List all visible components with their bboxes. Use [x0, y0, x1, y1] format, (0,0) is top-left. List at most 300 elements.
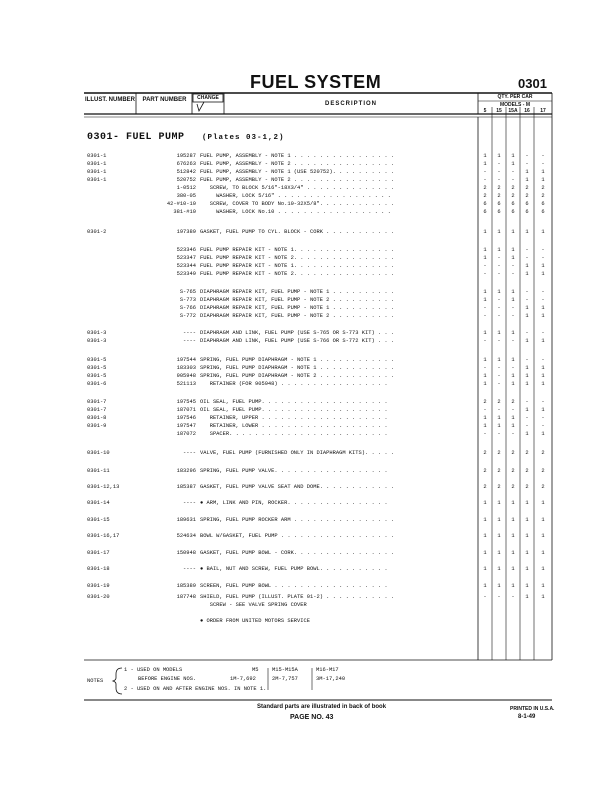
qty-cell: - — [541, 399, 545, 405]
part-number: S-765 — [179, 289, 196, 295]
part-number: 187071 — [176, 407, 196, 413]
qty-cell: - — [483, 365, 487, 371]
qty-cell: 1 — [497, 583, 501, 589]
qty-cell: 2 — [483, 468, 487, 474]
qty-cell: 2 — [541, 450, 545, 456]
qty-cell: 1 — [525, 566, 529, 572]
part-number: 42-#10-10 — [166, 201, 196, 207]
qty-cell: - — [541, 255, 545, 261]
illust-number: 0301-16,17 — [87, 533, 120, 539]
part-description: WASHER, LOCK No.10 . . . . . . . . . . . . . . . . . . — [200, 209, 391, 215]
table-row — [0, 152, 612, 160]
part-number: 676263 — [176, 161, 196, 167]
illust-number: 0301-10 — [87, 450, 110, 456]
qty-cell: - — [511, 271, 515, 277]
qty-cell: 2 — [541, 484, 545, 490]
qty-cell: - — [497, 297, 501, 303]
qty-cell: - — [497, 271, 501, 277]
qty-cell: 2 — [511, 484, 515, 490]
qty-cell: 1 — [541, 500, 545, 506]
note-m16-nos: 3M-17,240 — [316, 676, 346, 682]
part-number: 524634 — [176, 533, 196, 539]
illust-number: 0301-5 — [87, 357, 107, 363]
qty-cell: 1 — [483, 153, 487, 159]
qty-cell: 2 — [497, 399, 501, 405]
qty-cell: 6 — [483, 201, 487, 207]
qty-cell: 1 — [511, 566, 515, 572]
qty-cell: 2 — [511, 185, 515, 191]
qty-cell: - — [497, 381, 501, 387]
qty-cell: - — [497, 365, 501, 371]
qty-cell: 2 — [483, 399, 487, 405]
qty-cell: - — [497, 313, 501, 319]
table-row — [0, 288, 612, 296]
qty-cell: 2 — [525, 185, 529, 191]
table-row — [0, 617, 612, 625]
table-row — [0, 549, 612, 557]
part-number: 197545 — [176, 399, 196, 405]
qty-cell: 1 — [483, 229, 487, 235]
qty-cell: 1 — [541, 381, 545, 387]
qty-cell: - — [541, 297, 545, 303]
col-header-part: PART NUMBER — [142, 97, 187, 103]
part-description: WASHER, LOCK 5/16" . . . . . . . . . . . . . . . . . . — [200, 193, 391, 199]
part-number: 523347 — [176, 255, 196, 261]
note-m5-nos: 1M-7,692 — [230, 676, 256, 682]
illust-number: 0301-1 — [87, 169, 107, 175]
part-number: ---- — [183, 338, 196, 344]
table-row — [0, 304, 612, 312]
part-description: SCREW, COVER TO BODY No.10-32X5/8". . . . . . . . . . . . — [200, 201, 395, 207]
qty-cell: 6 — [541, 201, 545, 207]
part-description: DIAPHRAGM REPAIR KIT, FUEL PUMP - NOTE 1 . . . . . . . . . . — [200, 289, 395, 295]
table-row — [0, 499, 612, 507]
qty-cell: 2 — [525, 450, 529, 456]
qty-cell: - — [497, 169, 501, 175]
part-description: FUEL PUMP, ASSEMBLY - NOTE 2 . . . . . . . . . . . . . . . . — [200, 177, 395, 183]
col-header-description: DESCRIPTION — [324, 101, 377, 107]
qty-cell: 1 — [525, 594, 529, 600]
part-number: 187072 — [176, 431, 196, 437]
qty-cell: - — [525, 153, 529, 159]
qty-cell: 1 — [483, 550, 487, 556]
qty-cell: 1 — [511, 415, 515, 421]
table-row — [0, 208, 612, 216]
note-m15: M15-M15A — [272, 667, 298, 673]
qty-cell: 1 — [511, 330, 515, 336]
part-description: ● BAIL, NUT AND SCREW, FUEL PUMP BOWL. . . . . . . . . . . — [200, 566, 388, 572]
illust-number: 0301-3 — [87, 338, 107, 344]
qty-cell: 1 — [525, 517, 529, 523]
qty-cell: 1 — [497, 330, 501, 336]
note-1: 1 - USED ON MODELS — [124, 667, 183, 673]
model-col-17: 17 — [540, 108, 546, 114]
table-row — [0, 565, 612, 573]
qty-cell: 2 — [483, 185, 487, 191]
section-heading: 0301- FUEL PUMP — [87, 132, 185, 143]
qty-cell: - — [541, 415, 545, 421]
qty-cell: 6 — [497, 209, 501, 215]
part-number: 185387 — [176, 484, 196, 490]
table-row — [0, 356, 612, 364]
table-row — [0, 532, 612, 540]
qty-cell: - — [483, 271, 487, 277]
illust-number: 0301-17 — [87, 550, 110, 556]
qty-cell: 1 — [541, 169, 545, 175]
qty-cell: - — [525, 357, 529, 363]
part-description: FUEL PUMP REPAIR KIT - NOTE 2. . . . . . . . . . . . . . . . — [200, 271, 395, 277]
qty-cell: - — [497, 305, 501, 311]
printed-in: PRINTED IN U.S.A. — [510, 706, 555, 712]
illust-number: 0301-11 — [87, 468, 110, 474]
qty-cell: - — [497, 407, 501, 413]
part-number: 197544 — [176, 357, 196, 363]
illust-number: 0301-18 — [87, 566, 110, 572]
qty-cell: - — [525, 330, 529, 336]
qty-cell: 1 — [541, 313, 545, 319]
model-col-15: 15 — [496, 108, 502, 114]
qty-cell: 1 — [525, 533, 529, 539]
qty-cell: - — [525, 255, 529, 261]
qty-cell: 1 — [497, 517, 501, 523]
qty-cell: 1 — [497, 566, 501, 572]
qty-cell: 1 — [511, 533, 515, 539]
part-description: SCREEN, FUEL PUMP BOWL . . . . . . . . . . . . . . . . . . — [200, 583, 388, 589]
part-number: 197547 — [176, 423, 196, 429]
part-number: ---- — [183, 500, 196, 506]
model-col-16: 16 — [524, 108, 530, 114]
qty-cell: 1 — [541, 338, 545, 344]
qty-cell: 1 — [541, 407, 545, 413]
qty-cell: 1 — [541, 305, 545, 311]
qty-cell: 1 — [525, 373, 529, 379]
note-m15-nos: 2M-7,757 — [272, 676, 298, 682]
qty-cell: 2 — [541, 185, 545, 191]
qty-cell: 1 — [541, 533, 545, 539]
qty-cell: 1 — [541, 271, 545, 277]
qty-cell: 1 — [483, 381, 487, 387]
qty-cell: 6 — [525, 209, 529, 215]
qty-cell: 1 — [511, 550, 515, 556]
qty-cell: 1 — [497, 415, 501, 421]
part-number: 183296 — [176, 468, 196, 474]
qty-cell: 1 — [511, 357, 515, 363]
qty-cell: 2 — [483, 484, 487, 490]
part-description: SPRING, FUEL PUMP DIAPHRAGM - NOTE 1 . . . . . . . . . . . . — [200, 365, 395, 371]
qty-cell: 1 — [511, 255, 515, 261]
table-row — [0, 593, 612, 601]
part-number: 185389 — [176, 583, 196, 589]
qty-cell: 1 — [525, 305, 529, 311]
part-number: S-773 — [179, 297, 196, 303]
table-row — [0, 262, 612, 270]
qty-cell: 2 — [511, 193, 515, 199]
part-description: BOWL W/GASKET, FUEL PUMP . . . . . . . . . . . . . . . . . . — [200, 533, 395, 539]
note-1-engine: BEFORE ENGINE NOS. — [138, 676, 197, 682]
table-row — [0, 184, 612, 192]
qty-cell: 2 — [541, 468, 545, 474]
qty-cell: - — [541, 153, 545, 159]
qty-cell: 1 — [511, 161, 515, 167]
qty-cell: 1 — [525, 177, 529, 183]
qty-cell: 1 — [511, 229, 515, 235]
qty-cell: 2 — [497, 450, 501, 456]
part-number: 521113 — [176, 381, 196, 387]
qty-cell: 2 — [525, 468, 529, 474]
table-row — [0, 406, 612, 414]
qty-cell: 1 — [525, 583, 529, 589]
table-row — [0, 200, 612, 208]
table-row — [0, 254, 612, 262]
part-description: FUEL PUMP, ASSEMBLY - NOTE 2 . . . . . . . . . . . . . . . . — [200, 161, 395, 167]
qty-cell: 1 — [511, 153, 515, 159]
table-row — [0, 483, 612, 491]
part-description: SPRING, FUEL PUMP DIAPHRAGM - NOTE 2 . . . . . . . . . . . . — [200, 373, 395, 379]
qty-cell: - — [541, 161, 545, 167]
qty-cell: 6 — [525, 201, 529, 207]
part-number: 197389 — [176, 229, 196, 235]
illust-number: 0301-1 — [87, 177, 107, 183]
illust-number: 0301-6 — [87, 381, 107, 387]
qty-cell: - — [483, 431, 487, 437]
table-row — [0, 582, 612, 590]
illust-number: 0301-3 — [87, 330, 107, 336]
qty-cell: 1 — [511, 423, 515, 429]
illust-number: 0301-1 — [87, 161, 107, 167]
qty-cell: - — [541, 247, 545, 253]
part-number: 187748 — [176, 594, 196, 600]
qty-cell: - — [541, 423, 545, 429]
part-number: 523346 — [176, 247, 196, 253]
qty-cell: 1 — [525, 169, 529, 175]
qty-cell: 1 — [483, 161, 487, 167]
part-description: GASKET, FUEL PUMP TO CYL. BLOCK - CORK . . . . . . . . . . . — [200, 229, 395, 235]
qty-cell: 1 — [483, 357, 487, 363]
table-row — [0, 329, 612, 337]
part-number: 380-05 — [176, 193, 196, 199]
part-description: DIAPHRAGM AND LINK, FUEL PUMP (USE S-766 OR S-772 KIT) . . . — [200, 338, 395, 344]
qty-cell: 2 — [497, 193, 501, 199]
qty-cell: 1 — [541, 229, 545, 235]
table-row — [0, 296, 612, 304]
qty-cell: 2 — [483, 193, 487, 199]
qty-cell: 1 — [483, 330, 487, 336]
qty-cell: 1 — [511, 517, 515, 523]
qty-cell: - — [511, 313, 515, 319]
qty-cell: 1 — [483, 247, 487, 253]
qty-cell: 1 — [525, 229, 529, 235]
qty-cell: 2 — [525, 193, 529, 199]
table-row — [0, 228, 612, 236]
part-description: FUEL PUMP, ASSEMBLY - NOTE 1 . . . . . . . . . . . . . . . . — [200, 153, 395, 159]
part-number: S-766 — [179, 305, 196, 311]
part-number: 1-0512 — [176, 185, 196, 191]
illust-number: 0301-7 — [87, 407, 107, 413]
qty-cell: - — [497, 177, 501, 183]
print-date: 8-1-49 — [518, 714, 536, 720]
qty-cell: - — [511, 338, 515, 344]
part-number: 195287 — [176, 153, 196, 159]
illust-number: 0301-5 — [87, 365, 107, 371]
qty-cell: 1 — [483, 255, 487, 261]
illust-number: 0301-8 — [87, 415, 107, 421]
qty-cell: 2 — [525, 484, 529, 490]
qty-cell: 1 — [483, 533, 487, 539]
part-description: GASKET, FUEL PUMP VALVE SEAT AND DOME. . . . . . . . . . . . — [200, 484, 395, 490]
qty-cell: 1 — [483, 583, 487, 589]
qty-cell: - — [511, 263, 515, 269]
model-col-5: 5 — [483, 108, 487, 114]
qty-cell: - — [497, 431, 501, 437]
qty-cell: - — [497, 594, 501, 600]
qty-cell: 1 — [541, 263, 545, 269]
qty-cell: 1 — [525, 550, 529, 556]
note-2: 2 - USED ON AND AFTER ENGINE NOS. IN NOTE 1. — [124, 686, 267, 692]
qty-cell: 1 — [525, 313, 529, 319]
part-number: 381-#10 — [173, 209, 196, 215]
qty-cell: 1 — [541, 594, 545, 600]
note-m16: M16-M17 — [316, 667, 339, 673]
qty-cell: - — [525, 247, 529, 253]
part-description: FUEL PUMP, ASSEMBLY - NOTE 1 (USE 520752). . . . . . . . . . — [200, 169, 395, 175]
qty-cell: 6 — [483, 209, 487, 215]
qty-cell: 1 — [525, 338, 529, 344]
table-row — [0, 176, 612, 184]
qty-cell: 1 — [497, 229, 501, 235]
qty-cell: 1 — [525, 431, 529, 437]
part-description: OIL SEAL, FUEL PUMP. . . . . . . . . . . . . . . . . . . . — [200, 399, 388, 405]
qty-cell: 1 — [497, 357, 501, 363]
qty-cell: 1 — [497, 247, 501, 253]
qty-cell: 1 — [541, 566, 545, 572]
qty-cell: 1 — [525, 381, 529, 387]
col-header-change: CHANGE — [197, 95, 219, 101]
part-description: ● ARM, LINK AND PIN, ROCKER. . . . . . . . . . . . . . . . — [200, 500, 388, 506]
qty-cell: 1 — [483, 517, 487, 523]
illust-number: 0301-5 — [87, 373, 107, 379]
model-col-15a: 15A — [508, 108, 518, 114]
qty-cell: 1 — [511, 583, 515, 589]
qty-cell: 1 — [511, 500, 515, 506]
part-number: ---- — [183, 450, 196, 456]
qty-cell: - — [511, 169, 515, 175]
qty-cell: - — [511, 407, 515, 413]
qty-cell: 2 — [541, 193, 545, 199]
qty-cell: - — [511, 177, 515, 183]
qty-cell: 2 — [497, 468, 501, 474]
qty-cell: 1 — [511, 247, 515, 253]
part-description: OIL SEAL, FUEL PUMP. . . . . . . . . . . . . . . . . . . . — [200, 407, 388, 413]
part-description: SPRING, FUEL PUMP DIAPHRAGM - NOTE 1 . . . . . . . . . . . . — [200, 357, 395, 363]
illust-number: 0301-19 — [87, 583, 110, 589]
qty-cell: 1 — [483, 566, 487, 572]
table-row — [0, 398, 612, 406]
qty-cell: 1 — [525, 407, 529, 413]
qty-cell: - — [483, 594, 487, 600]
qty-cell: - — [525, 161, 529, 167]
qty-cell: 6 — [511, 209, 515, 215]
qty-cell: - — [511, 594, 515, 600]
table-row — [0, 516, 612, 524]
part-description: FUEL PUMP REPAIR KIT - NOTE 1. . . . . . . . . . . . . . . . — [200, 263, 395, 269]
page-number: PAGE NO. 43 — [290, 714, 334, 721]
part-number: 523344 — [176, 263, 196, 269]
qty-cell: 1 — [483, 297, 487, 303]
illust-number: 0301-20 — [87, 594, 110, 600]
qty-cell: - — [525, 415, 529, 421]
qty-cell: - — [497, 263, 501, 269]
qty-cell: - — [483, 169, 487, 175]
qty-header: QTY. PER CAR — [497, 94, 533, 100]
qty-cell: - — [525, 289, 529, 295]
qty-cell: - — [511, 431, 515, 437]
qty-cell: - — [497, 338, 501, 344]
part-description: GASKET, FUEL PUMP BOWL - CORK. . . . . . . . . . . . . . . . — [200, 550, 395, 556]
models-header: MODELS - M — [500, 102, 530, 108]
illust-number: 0301-2 — [87, 229, 107, 235]
part-description: SCREW - SEE VALVE SPRING COVER — [200, 602, 307, 608]
table-row — [0, 601, 612, 609]
qty-cell: - — [525, 297, 529, 303]
table-row — [0, 430, 612, 438]
table-row — [0, 449, 612, 457]
qty-cell: 1 — [483, 423, 487, 429]
part-description: DIAPHRAGM REPAIR KIT, FUEL PUMP - NOTE 1 . . . . . . . . . . — [200, 305, 395, 311]
qty-cell: 1 — [511, 381, 515, 387]
qty-cell: 1 — [525, 271, 529, 277]
part-number: ---- — [183, 566, 196, 572]
part-description: RETAINER, LOWER . . . . . . . . . . . . . . . . . . . . — [200, 423, 388, 429]
qty-cell: 1 — [497, 500, 501, 506]
qty-cell: - — [483, 177, 487, 183]
qty-cell: 1 — [541, 431, 545, 437]
qty-cell: - — [497, 161, 501, 167]
illust-number: 0301-14 — [87, 500, 110, 506]
qty-cell: - — [541, 289, 545, 295]
qty-cell: 1 — [541, 373, 545, 379]
part-description: SPRING, FUEL PUMP VALVE. . . . . . . . . . . . . . . . . . — [200, 468, 388, 474]
illust-number: 0301-12,13 — [87, 484, 120, 490]
qty-cell: 1 — [497, 423, 501, 429]
part-number: S-772 — [179, 313, 196, 319]
qty-cell: 6 — [541, 209, 545, 215]
qty-cell: 2 — [497, 185, 501, 191]
table-row — [0, 246, 612, 254]
footer-standard-parts: Standard parts are illustrated in back of book — [257, 704, 387, 710]
part-description: SPACER. . . . . . . . . . . . . . . . . . . . . . . . . — [200, 431, 388, 437]
part-number: 197546 — [176, 415, 196, 421]
part-description: SHIELD, FUEL PUMP (ILLUST. PLATE 01-2) . . . . . . . . . . . — [200, 594, 395, 600]
qty-cell: - — [483, 313, 487, 319]
table-row — [0, 312, 612, 320]
part-number: 183303 — [176, 365, 196, 371]
qty-cell: 1 — [497, 550, 501, 556]
qty-cell: 1 — [541, 583, 545, 589]
table-row — [0, 270, 612, 278]
part-description: FUEL PUMP REPAIR KIT - NOTE 2. . . . . . . . . . . . . . . . — [200, 255, 395, 261]
table-row — [0, 467, 612, 475]
part-number: 512842 — [176, 169, 196, 175]
note-m5: M5 — [252, 667, 259, 673]
plates-reference: (Plates 03-1,2) — [202, 134, 285, 142]
part-number: 523349 — [176, 271, 196, 277]
qty-cell: 1 — [525, 500, 529, 506]
table-row — [0, 372, 612, 380]
table-row — [0, 337, 612, 345]
qty-cell: 2 — [511, 399, 515, 405]
page-title: FUEL SYSTEM — [250, 72, 382, 92]
part-number: 150948 — [176, 550, 196, 556]
